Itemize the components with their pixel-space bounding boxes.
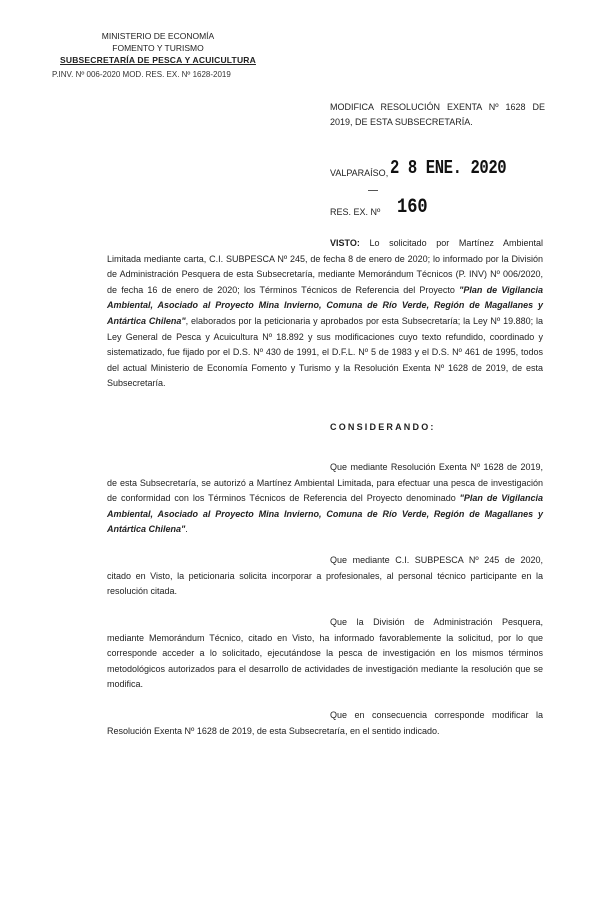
paragraph-text: Que la División de Administración Pesquera, mediante Memorándum Técnico, citado en Visto, ha informado favorablemente la solicitud, por lo que corresponde acceder a lo solicitado, ejecutándose la pesca de investigación en los mismos términos metodológicos autorizados para el desarrollo de actividades de investigación mediante la resolución que se modifica.: [107, 617, 543, 690]
resolution-number: 160: [397, 196, 428, 219]
date-stamp: 2 8 ENE. 2020: [390, 157, 507, 179]
ministry-name-line2: FOMENTO Y TURISMO: [112, 43, 204, 53]
visto-text-continued: , elaborados por la peticionaria y aprobados por esta Subsecretaría; la Ley Nº 19.880; la Ley General de Pesca y Acuicultura Nº 18.892 y sus modificaciones cuyo texto refundido, coordinado y sistematizado, fue fijado por el D.S. Nº 430 de 1991, el D.F.L. Nº 5 de 1983 y el D.S. Nº 461 de 1995, todos del actual Ministerio de Economía Fomento y Turismo y la Resolución Exenta Nº 1628 de 2019, de esta Subsecretaría.: [107, 315, 543, 389]
ministry-name: MINISTERIO DE ECONOMÍA: [101, 31, 215, 41]
letterhead: [58, 30, 258, 66]
resolution-subject: MODIFICA RESOLUCIÓN EXENTA Nº 1628 DE 2019, DE ESTA SUBSECRETARÍA.: [330, 102, 545, 127]
subsecretaria-name: SUBSECRETARÍA DE PESCA Y ACUICULTURA: [60, 55, 256, 65]
paragraph-text: Que en consecuencia corresponde modificar la Resolución Exenta Nº 1628 de 2019, de esta Subsecretaría, en el sentido indicado.: [107, 710, 543, 736]
visto-label: VISTO:: [330, 238, 360, 248]
place-label: VALPARAÍSO,: [330, 168, 389, 178]
considerando-heading: CONSIDERANDO:: [330, 422, 436, 432]
reference-code: P.INV. Nº 006-2020 MOD. RES. EX. Nº 1628-2019: [52, 70, 231, 79]
divider-mark: [368, 190, 378, 191]
considerando-paragraph-2: [107, 553, 543, 600]
project-title: "Plan de Vigilancia Ambiental, Asociado al Proyecto Mina Invierno, Comuna de Río Verde, Región de Magallanes y Antártica Chilena": [107, 493, 543, 535]
visto-text: Lo solicitado por Martínez Ambiental Limitada mediante carta, C.I. SUBPESCA Nº 245, de fecha 8 de enero de 2020; lo informado por la División de Administración Pesquera de esta Subsecretaría, mediante Memorándum Técnicos (P. INV) Nº 006/2020, de fecha 16 de enero de 2020; los Términos Técnicos de Referencia del Proyecto: [107, 238, 543, 295]
visto-section: [107, 236, 543, 392]
resolution-label: RES. EX. Nº: [330, 207, 381, 217]
considerando-paragraph-1: [107, 460, 543, 538]
considerando-paragraph-3: [107, 615, 543, 693]
paragraph-text: Que mediante Resolución Exenta Nº 1628 de 2019, de esta Subsecretaría, se autorizó a Martínez Ambiental Limitada, para efectuar una pesca de investigación de conformidad con los Términos Técnicos de Referencia del Proyecto denominado: [107, 462, 543, 504]
paragraph-text: Que mediante C.I. SUBPESCA Nº 245 de 2020, citado en Visto, la peticionaria solicita incorporar a profesionales, al personal técnico participante en la resolución citada.: [107, 555, 543, 597]
paragraph-end: .: [185, 524, 188, 535]
considerando-paragraph-4: [107, 708, 543, 739]
project-title: "Plan de Vigilancia Ambiental, Asociado al Proyecto Mina Invierno, Comuna de Río Verde, Región de Magallanes y Antártica Chilena": [107, 284, 543, 326]
